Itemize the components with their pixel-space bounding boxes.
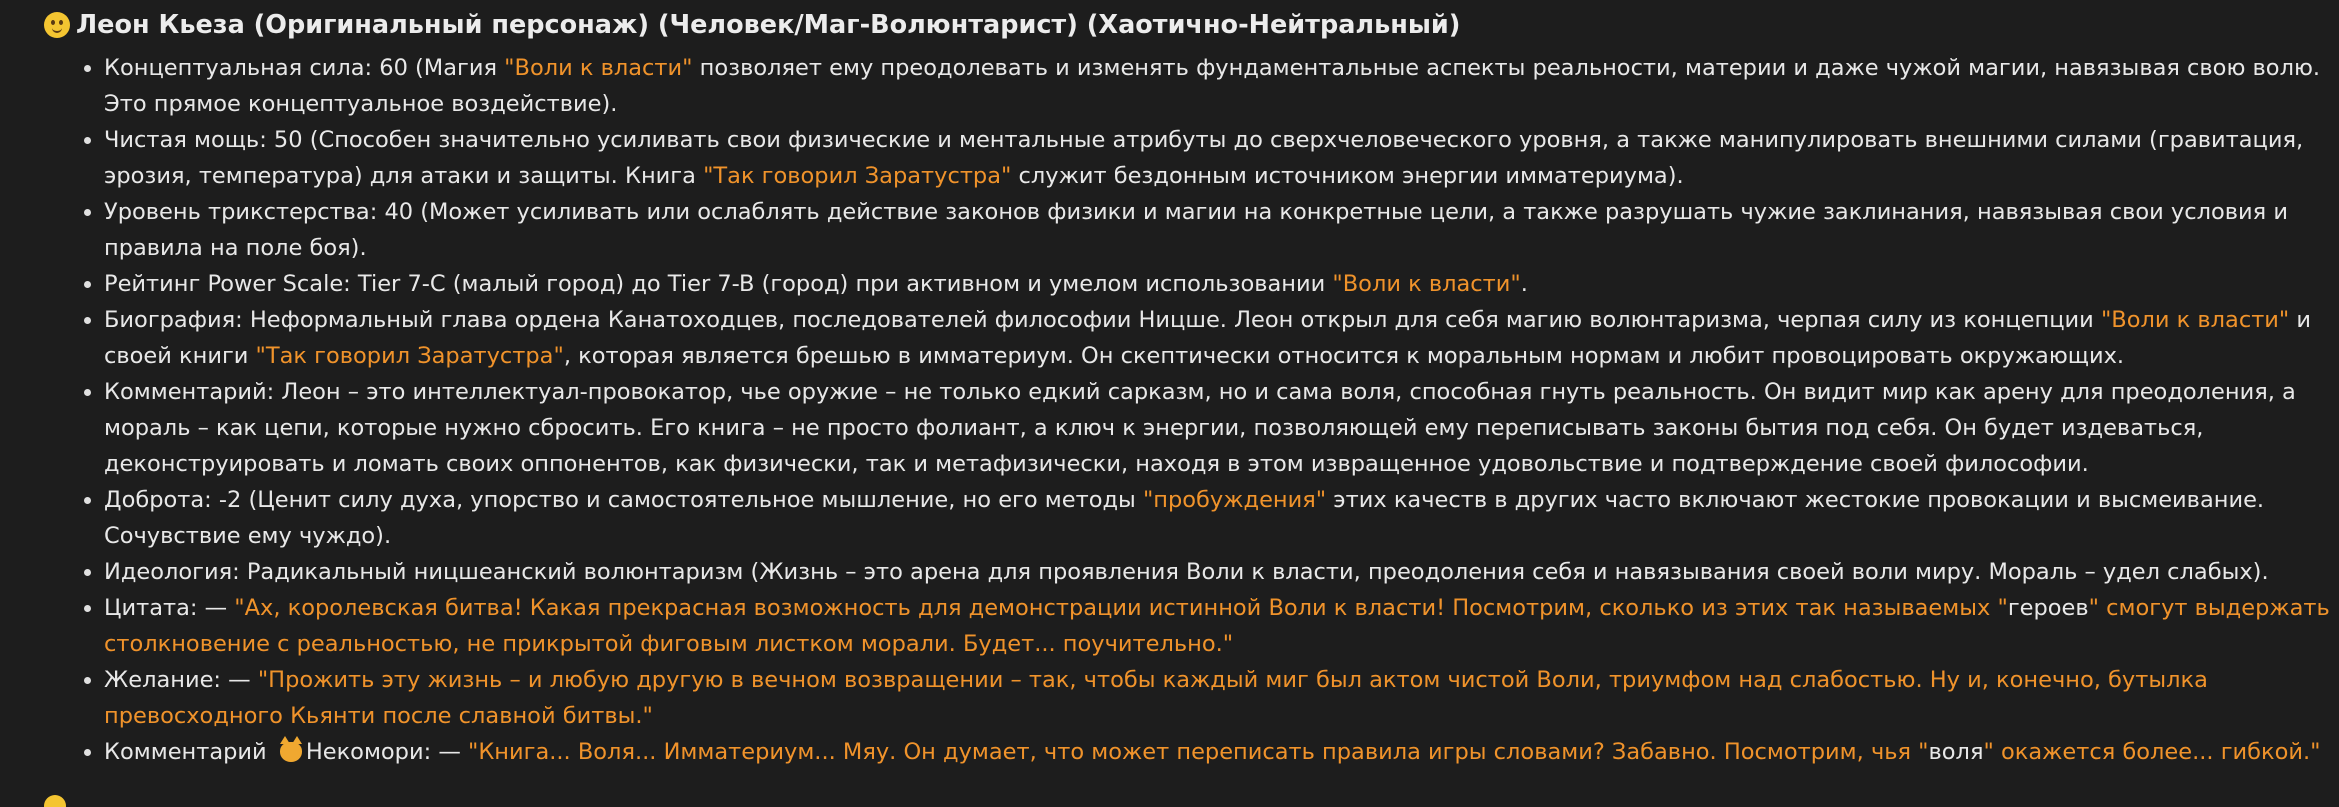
item-text: Рейтинг Power Scale: Tier 7-C (малый город) до Tier 7-B (город) при активном и умелом использовании	[104, 271, 1333, 297]
item-text: Комментарий	[104, 739, 274, 765]
attribute-list	[44, 50, 2339, 770]
list-item	[104, 302, 2339, 374]
item-text: позволяет ему преодолевать и изменять фундаментальные аспекты реальности, материи и даже чужой магии, навязывая свою волю. Это прямое концептуальное воздействие).	[104, 55, 2321, 117]
item-text: воля	[1928, 739, 1984, 765]
next-emoji-icon	[44, 795, 66, 807]
highlighted-text: " смогут выдержать столкновение с реальностью, не прикрытой фиговым листком морали. Будет... поучительно."	[104, 595, 2330, 657]
item-text: служит бездонным источником энергии имматериума).	[1011, 163, 1684, 189]
item-text: Некомори: —	[305, 739, 468, 765]
list-item	[104, 122, 2339, 194]
item-text: Биография: Неформальный глава ордена Канатоходцев, последователей философии Ницше. Леон открыл для себя магию волюнтаризма, черпая силу из концепции	[104, 307, 2101, 333]
list-item	[104, 482, 2339, 554]
item-text: и своей книги	[104, 307, 2312, 369]
item-text: Доброта: -2 (Ценит силу духа, упорство и самостоятельное мышление, но его методы	[104, 487, 1143, 513]
next-entry-heading-stub	[44, 795, 664, 807]
list-item	[104, 554, 2339, 590]
highlighted-text: "Так говорил Заратустра"	[703, 163, 1012, 189]
highlighted-text: "Ах, королевская битва! Какая прекрасная возможность для демонстрации истинной Воли к власти! Посмотрим, сколько из этих так называемых "	[234, 595, 2008, 621]
item-text: , которая является брешью в имматериум. Он скептически относится к моральным нормам и любит провоцировать окружающих.	[563, 343, 2125, 369]
item-text: .	[1520, 271, 1528, 297]
list-item	[104, 50, 2339, 122]
list-item	[104, 662, 2339, 734]
list-item	[104, 590, 2339, 662]
list-item	[104, 374, 2339, 482]
list-item	[104, 194, 2339, 266]
item-text: этих качеств в других часто включают жестокие провокации и высмеивание. Сочувствие ему чуждо).	[104, 487, 2265, 549]
item-text: Цитата: —	[104, 595, 235, 621]
highlighted-text: "Прожить эту жизнь – и любую другую в вечном возвращении – так, чтобы каждый миг был актом чистой Воли, триумфом над слабостью. Ну и, конечно, бутылка превосходного Кьянти после славной битвы."	[104, 667, 2208, 729]
highlighted-text: "Так говорил Заратустра"	[255, 343, 564, 369]
item-text: Комментарий: Леон – это интеллектуал-провокатор, чье оружие – не только едкий сарказм, но и сама воля, способная гнуть реальность. Он видит мир как арену для преодоления, а мораль – как цепи, которые нужно сбросить. Его книга – не просто фолиант, а ключ к энергии, позволяющей ему переписывать законы бытия под себя. Он будет издеваться, деконструировать и ломать своих оппонентов, как физически, так и метафизически, находя в этом извращенное удовольствие и подтверждение своей философии.	[104, 379, 2296, 477]
highlighted-text: "Воли к власти"	[504, 55, 693, 81]
item-text: Желание: —	[104, 667, 258, 693]
item-text: Чистая мощь: 50 (Способен значительно усиливать свои физические и ментальные атрибуты до сверхчеловеческого уровня, а также манипулировать внешними силами (гравитация, эрозия, температура) для атаки и защиты. Книга	[104, 127, 2304, 189]
item-text: Идеология: Радикальный ницшеанский волюнтаризм (Жизнь – это арена для проявления Воли к власти, преодоления себя и навязывания своей воли миру. Мораль – удел слабых).	[104, 559, 2269, 585]
highlighted-text: " окажется более... гибкой."	[1983, 739, 2321, 765]
face-emoji-icon	[44, 12, 70, 38]
character-sheet	[44, 0, 2339, 770]
character-title-row	[44, 0, 2339, 50]
item-text: Концептуальная сила: 60 (Магия	[104, 55, 505, 81]
list-item	[104, 266, 2339, 302]
character-title: Леон Кьеза (Оригинальный персонаж) (Человек/Маг-Волюнтарист) (Хаотично-Нейтральный)	[76, 10, 1461, 40]
highlighted-text: "Воли к власти"	[1332, 271, 1521, 297]
cat-face-icon	[280, 742, 302, 762]
item-text: героев	[2007, 595, 2089, 621]
highlighted-text: "пробуждения"	[1142, 487, 1327, 513]
list-item	[104, 734, 2339, 770]
highlighted-text: "Книга... Воля... Имматериум... Мяу. Он думает, что может переписать правила игры словами? Забавно. Посмотрим, чья "	[467, 739, 1929, 765]
item-text: Уровень трикстерства: 40 (Может усиливать или ослаблять действие законов физики и магии на конкретные цели, а также разрушать чужие заклинания, навязывая свои условия и правила на поле боя).	[104, 199, 2288, 261]
highlighted-text: "Воли к власти"	[2100, 307, 2290, 333]
